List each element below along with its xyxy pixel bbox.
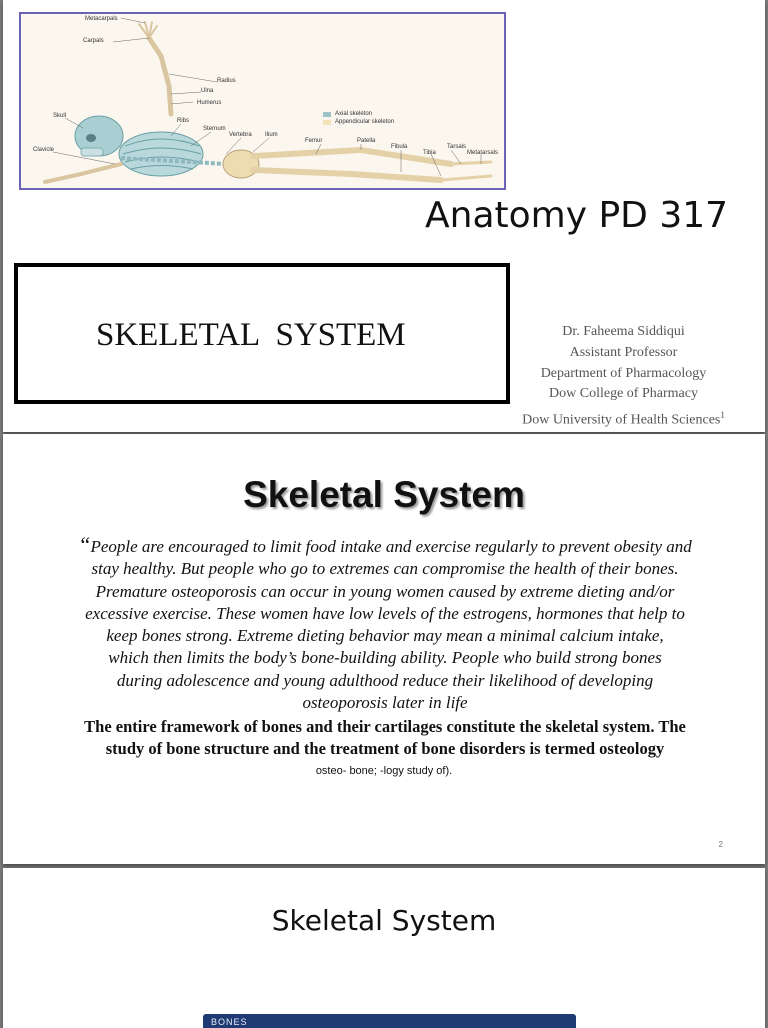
label-ulna: Ulna — [201, 88, 214, 94]
legend-appendicular-label: Appendicular skeleton — [335, 119, 395, 125]
bones-panel-label: BONES — [211, 1017, 248, 1027]
slide-1-number: 1 — [720, 410, 725, 421]
label-clavicle: Clavicle — [33, 147, 55, 153]
label-metacarpals: Metacarpals — [85, 16, 118, 22]
label-radius: Radius — [217, 78, 236, 84]
quote-line: during adolescence and young adulthood reduce their likelihood of developing — [116, 670, 654, 690]
legend-axial-swatch — [323, 112, 331, 117]
label-skull: Skull — [53, 113, 67, 119]
quote-line: which then limits the body’s bone-building ability. People who build strong bones — [108, 648, 662, 668]
label-fibula: Fibula — [391, 144, 408, 150]
label-humerus: Humerus — [197, 100, 222, 106]
legend-appendicular-swatch — [323, 120, 331, 125]
slide-3-title: Skeletal System — [271, 904, 497, 937]
definition-block — [21, 716, 749, 760]
slide-3 — [3, 868, 765, 1028]
course-title: Anatomy PD 317 — [425, 195, 729, 236]
label-patella: Patella — [357, 138, 376, 144]
quote-line — [33, 534, 737, 558]
quote-line: keep bones strong. Extreme dieting behavior may mean a minimal calcium intake, — [106, 626, 664, 646]
title-box — [14, 263, 510, 404]
presenter-position: Assistant Professor — [569, 344, 678, 360]
label-ilium: Ilium — [265, 132, 278, 138]
presenter-university-line — [511, 405, 736, 431]
presenter-university: Dow University of Health Sciences — [522, 412, 721, 428]
presenter-department: Department of Pharmacology — [540, 365, 707, 381]
presenter-name: Dr. Faheema Siddiqui — [562, 324, 685, 339]
quote-block — [33, 534, 737, 714]
label-metatarsals: Metatarsals — [467, 150, 499, 156]
slide-1 — [3, 0, 765, 432]
definition-line: The entire framework of bones and their cartilages constitute the skeletal system. The — [84, 717, 686, 736]
quote-line: stay healthy. But people who go to extremes can compromise the health of their bones. — [91, 559, 679, 579]
label-tibia: Tibia — [423, 150, 436, 156]
quote-line: osteoporosis later in life — [302, 693, 468, 713]
quote-line: Premature osteoporosis can occur in young women caused by extreme dieting and/or — [95, 581, 675, 601]
slide-2-number: 2 — [718, 840, 723, 849]
slide-2 — [3, 434, 765, 864]
slide-2-title: Skeletal System — [243, 474, 525, 515]
legend-axial-label: Axial skeleton — [335, 111, 373, 117]
definition-line: study of bone structure and the treatment of bone disorders is termed osteology — [105, 739, 665, 758]
quote-line-text: People are encouraged to limit food intake and exercise regularly to prevent obesity and — [90, 537, 692, 556]
quote-line: excessive exercise. These women have low levels of the estrogens, hormones that help to — [85, 603, 685, 623]
label-femur: Femur — [305, 138, 323, 144]
presenter-info — [511, 322, 736, 432]
label-carpals: Carpals — [83, 38, 104, 44]
open-quote-mark: “ — [78, 532, 91, 557]
label-ribs: Ribs — [177, 118, 190, 124]
label-sternum: Sternum — [203, 126, 226, 132]
bones-panel-header — [203, 1014, 576, 1028]
label-tarsals: Tarsals — [447, 144, 467, 150]
label-vertebra: Vertebra — [229, 132, 252, 138]
etymology-note: osteo- bone; -logy study of). — [315, 765, 453, 777]
skeleton-illustration — [19, 12, 506, 190]
presenter-college: Dow College of Pharmacy — [549, 386, 698, 402]
box-title: SKELETAL SYSTEM — [96, 317, 406, 353]
